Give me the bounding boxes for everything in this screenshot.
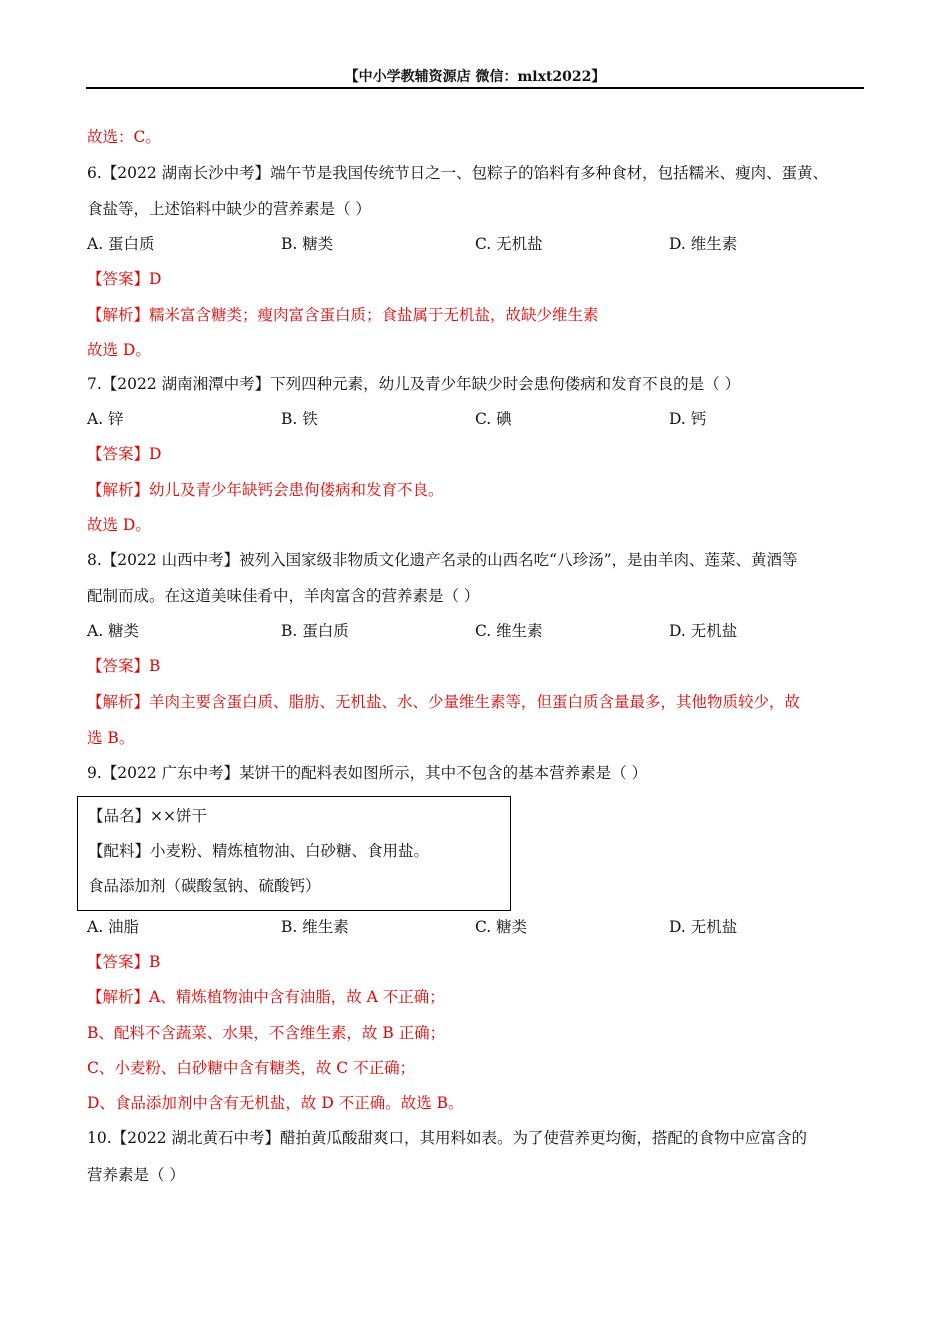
q7-option-d: D. 钙 [669, 410, 707, 428]
q10-stem-line-2: 营养素是（ ） [87, 1166, 185, 1184]
q9-analysis-line-2: B、配料不含蔬菜、水果，不含维生素，故 B 正确； [87, 1024, 446, 1042]
q6-stem-line-2: 食盐等，上述馅料中缺少的营养素是（ ） [87, 200, 371, 218]
q8-stem-line-2: 配制而成。在这道美味佳肴中，羊肉富含的营养素是（ ） [87, 587, 480, 605]
q7-option-c: C. 碘 [475, 410, 512, 428]
q6-option-d: D. 维生素 [669, 235, 738, 253]
q8-option-d: D. 无机盐 [669, 622, 738, 640]
q8-analysis-line-2: 选 B。 [87, 729, 135, 747]
q7-option-a: A. 锌 [87, 410, 124, 428]
q7-option-b: B. 铁 [281, 410, 318, 428]
page-header: 【中小学教辅资源店 微信：mlxt2022】 [344, 69, 606, 85]
q8-option-a: A. 糖类 [87, 622, 140, 640]
q8-stem-line-1: 8.【2022 山西中考】被列入国家级非物质文化遗产名录的山西名吃“八珍汤”，是由羊肉、莲菜、黄酒等 [87, 551, 798, 569]
q6-answer: 【答案】D [87, 270, 162, 288]
ingredient-table-line-1: 【品名】××饼干 [88, 807, 207, 825]
q7-stem-line-1: 7.【2022 湖南湘潭中考】下列四种元素，幼儿及青少年缺少时会患佝偻病和发育不良的是（ ） [87, 375, 741, 393]
q8-analysis-line-1: 【解析】羊肉主要含蛋白质、脂肪、无机盐、水、少量维生素等，但蛋白质含量最多，其他物质较少，故 [87, 693, 801, 711]
q8-answer: 【答案】B [87, 657, 161, 675]
q9-option-a: A. 油脂 [87, 918, 140, 936]
q9-answer: 【答案】B [87, 953, 161, 971]
q6-analysis-line-1: 【解析】糯米富含糖类；瘦肉富含蛋白质；食盐属于无机盐，故缺少维生素 [87, 306, 599, 324]
q8-option-b: B. 蛋白质 [281, 622, 349, 640]
q9-option-c: C. 糖类 [475, 918, 528, 936]
q9-analysis-line-1: 【解析】A、精炼植物油中含有油脂，故 A 不正确； [87, 988, 445, 1006]
q9-option-d: D. 无机盐 [669, 918, 738, 936]
q9-stem-line-1: 9.【2022 广东中考】某饼干的配料表如图所示，其中不包含的基本营养素是（ ） [87, 764, 648, 782]
q7-analysis-line-1: 【解析】幼儿及青少年缺钙会患佝偻病和发育不良。 [87, 481, 444, 499]
q9-option-b: B. 维生素 [281, 918, 349, 936]
q5-conclusion: 故选：C。 [87, 128, 161, 146]
q9-analysis-line-4: D、食品添加剂中含有无机盐，故 D 不正确。故选 B。 [87, 1094, 464, 1112]
q8-option-c: C. 维生素 [475, 622, 543, 640]
q7-answer: 【答案】D [87, 445, 162, 463]
q9-analysis-line-3: C、小麦粉、白砂糖中含有糖类，故 C 不正确； [87, 1059, 416, 1077]
q6-option-c: C. 无机盐 [475, 235, 543, 253]
q6-option-a: A. 蛋白质 [87, 235, 155, 253]
ingredient-table-line-2: 【配料】小麦粉、精炼植物油、白砂糖、食用盐。 [88, 842, 430, 860]
q7-conclusion: 故选 D。 [87, 516, 151, 534]
q6-option-b: B. 糖类 [281, 235, 334, 253]
q6-stem-line-1: 6.【2022 湖南长沙中考】端午节是我国传统节日之一、包粽子的馅料有多种食材，包括糯米、瘦肉、蛋黄、 [87, 164, 829, 182]
ingredient-table-line-3: 食品添加剂（碳酸氢钠、硫酸钙） [88, 877, 321, 895]
q6-conclusion: 故选 D。 [87, 341, 151, 359]
q10-stem-line-1: 10.【2022 湖北黄石中考】醋拍黄瓜酸甜爽口，其用料如表。为了使营养更均衡，搭配的食物中应富含的 [87, 1129, 808, 1147]
header-rule [86, 87, 864, 89]
